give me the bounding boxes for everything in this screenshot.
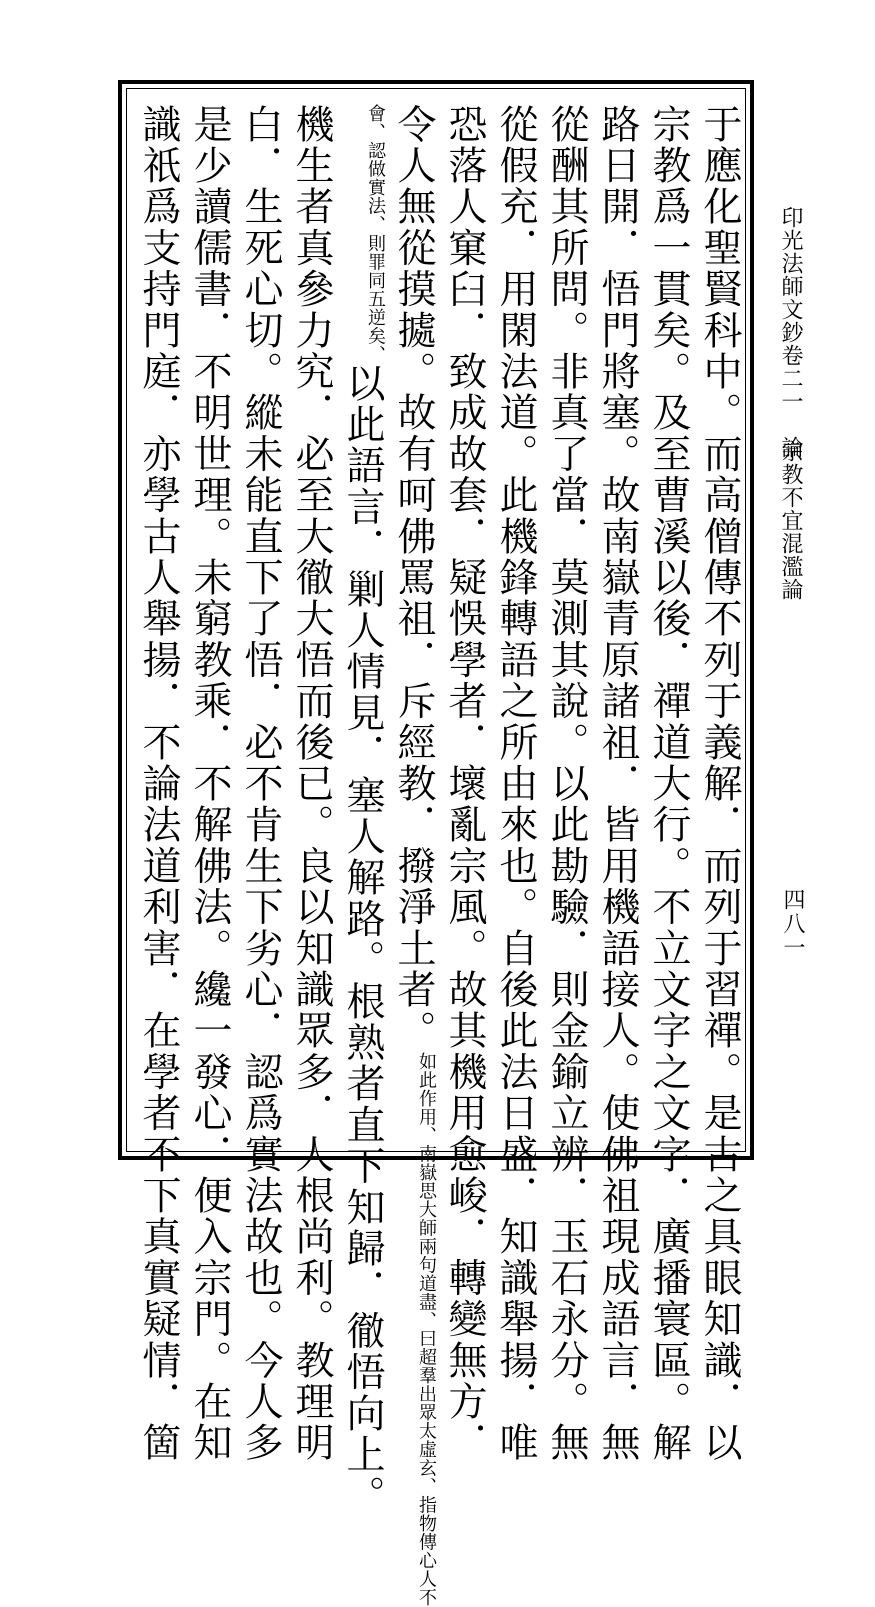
text-column-1: 于應化聖賢科中。而高僧傳不列于義解．而列于習禪。是古之具眼知識．以 bbox=[697, 104, 742, 1464]
section-title: 宗教不宜混濫論 bbox=[778, 440, 803, 601]
book-title: 印光法師文鈔卷二一 論 bbox=[778, 206, 803, 459]
inline-note-right: 如此作用、南嶽思大師兩句道盡、 bbox=[416, 1051, 437, 1330]
column-7-text: 令人無從摸㨿。故有呵佛罵祖．斥經教．撥淨土者。 bbox=[391, 104, 436, 1052]
text-column-8 bbox=[337, 104, 387, 1517]
text-column-5: 從假充．用閑法道。此機鋒轉語之所由來也。自後此法日盛．知識舉揚．唯 bbox=[493, 104, 538, 1464]
text-column-10: 白．生死心切。縱未能直下了悟．必不肯生下劣心．認爲實法故也。今人多 bbox=[238, 104, 283, 1464]
text-column-3: 路日開．悟門將塞。故南嶽青原諸祖．皆用機語接人。使佛祖現成語言．無 bbox=[595, 104, 640, 1464]
page-number: 四八一 bbox=[780, 888, 805, 960]
inline-note-right-2: 會、認做實法、 bbox=[365, 104, 386, 234]
column-8-text: 以此語言．剿人情見．塞人解路。根熟者直下知歸．徹悟向上。 bbox=[340, 363, 385, 1517]
inline-note-left: 曰超羣出眾太虛玄、指物傳心人不 bbox=[416, 1329, 437, 1607]
text-column-6: 恐落人窠臼．致成故套．疑悞學者．壞亂宗風。故其機用愈峻．轉變無方． bbox=[442, 104, 487, 1464]
text-column-11: 是少讀儒書．不明世理。未窮教乘．不解佛法。纔一發心．便入宗門。在知 bbox=[187, 104, 232, 1464]
text-column-12: 識祇爲支持門庭．亦學古人舉揚．不論法道利害．在學者不下真實疑情．箇 bbox=[136, 104, 181, 1464]
text-column-7 bbox=[388, 104, 438, 1607]
text-column-4: 從酬其所問。非真了當．莫測其說。以此勘驗．則金鍮立辨．玉石永分。無 bbox=[544, 104, 589, 1464]
text-column-2: 宗教爲一貫矣。及至曹溪以後．禪道大行。不立文字之文字．廣播寰區。解 bbox=[646, 104, 691, 1464]
inline-note-left-2: 則罪同五逆矣、 bbox=[365, 233, 386, 363]
text-column-9: 機生者真參力究．必至大徹大悟而後已。良以知識眾多．人根尚利。教理明 bbox=[289, 104, 334, 1464]
